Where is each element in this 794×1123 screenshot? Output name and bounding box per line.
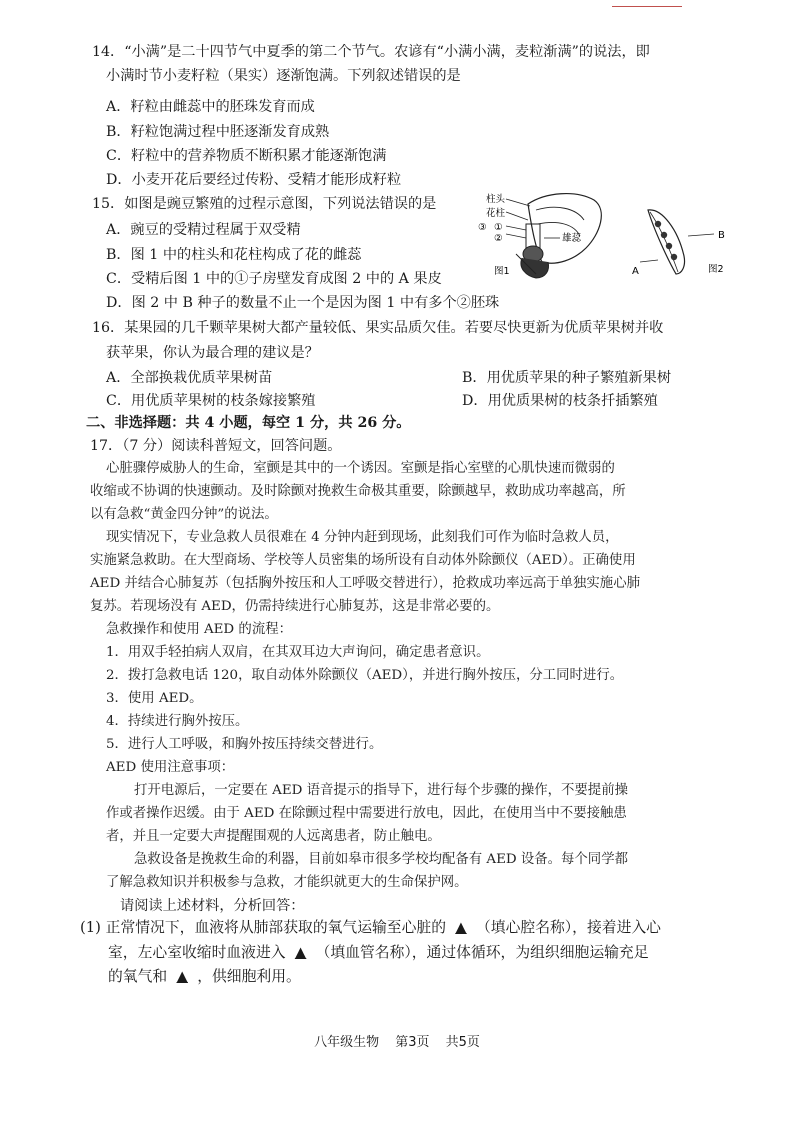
q17-sub1-text-a: (1) 正常情况下，血液将从肺部获取的氧气运输至心脏的 <box>80 919 446 936</box>
q14-option-c: C．籽粒中的营养物质不断积累才能逐渐饱满 <box>106 148 387 164</box>
fig2-caption: 图2 <box>708 264 724 275</box>
q17-passage-line: AED 使用注意事项： <box>106 760 235 775</box>
q17-passage-line: 收缩或不协调的快速颤动。及时除颤对挽救生命极其重要，除颤越早，救助成功率越高，所 <box>90 484 626 499</box>
q17-passage-line: 现实情况下，专业急救人员很难在 4 分钟内赶到现场，此刻我们可作为临时急救人员， <box>106 530 619 545</box>
q15-option-d: D．图 2 中 B 种子的数量不止一个是因为图 1 中有多个②胚珠 <box>106 295 500 311</box>
q17-sub1-text-d: （填血管名称），通过体循环，为组织细胞运输充足 <box>315 944 649 961</box>
q17-sub1-text-f: ，供细胞利用。 <box>197 968 301 985</box>
section-2-heading: 二、非选择题：共 4 小题，每空 1 分，共 26 分。 <box>86 415 411 431</box>
fig2-label-b: B <box>718 230 725 241</box>
q17-passage-line: 1．用双手轻拍病人双肩，在其双耳边大声询问，确定患者意识。 <box>106 645 490 660</box>
fig1-label-stamen: 雄蕊 <box>562 233 582 244</box>
q16-stem-line1: 16．某果园的几千颗苹果树大都产量较低、果实品质欠佳。若要尽快更新为优质苹果树并收 <box>92 320 664 336</box>
page-footer <box>0 1031 794 1050</box>
q17-passage-line: 者，并且一定要大声提醒围观的人远离患者，防止触电。 <box>106 829 441 844</box>
answer-blank-3[interactable]: ▲ <box>176 968 188 985</box>
q15-stem: 15．如图是豌豆繁殖的过程示意图，下列说法错误的是 <box>92 196 437 212</box>
q17-passage-line: AED 并结合心肺复苏（包括胸外按压和人工呼吸交替进行），抢救成功率远高于单独实施心肺 <box>90 576 640 591</box>
q17-sub1-line3 <box>108 967 301 987</box>
q14-stem-line2: 小满时节小麦籽粒（果实）逐渐饱满。下列叙述错误的是 <box>106 68 461 84</box>
fig1-label-1: ① <box>494 222 503 233</box>
fig1-caption: 图1 <box>494 266 510 277</box>
q17-passage-line: 4．持续进行胸外按压。 <box>106 714 249 729</box>
q17-sub1-line2 <box>108 943 649 963</box>
top-rule <box>612 6 682 7</box>
q15-option-b: B．图 1 中的柱头和花柱构成了花的雌蕊 <box>106 247 362 263</box>
answer-blank-1[interactable]: ▲ <box>455 919 467 936</box>
q16-stem-line2: 获苹果，你认为最合理的建议是？ <box>106 345 319 361</box>
q17-passage-line: 复苏。若现场没有 AED，仍需持续进行心肺复苏，这是非常必要的。 <box>90 599 500 614</box>
q17-passage-line: 急救操作和使用 AED 的流程： <box>106 622 292 637</box>
fig2-label-a: A <box>632 266 639 277</box>
q17-passage-line: 心脏骤停威胁人的生命，室颤是其中的一个诱因。室颤是指心室壁的心肌快速而微弱的 <box>106 461 615 476</box>
q16-option-a: A．全部换栽优质苹果树苗 <box>106 370 273 386</box>
q14-stem-line1: 14．“小满”是二十四节气中夏季的第二个节气。农谚有“小满小满，麦粒渐满”的说法，即 <box>92 44 650 60</box>
q14-option-a: A．籽粒由雌蕊中的胚珠发育而成 <box>106 99 315 115</box>
q16-option-d: D．用优质果树的枝条扦插繁殖 <box>462 393 658 409</box>
q15-option-c: C．受精后图 1 中的①子房壁发育成图 2 中的 A 果皮 <box>106 271 442 287</box>
q15-option-a: A．豌豆的受精过程属于双受精 <box>106 222 301 238</box>
q17-sub1-line1 <box>80 918 661 938</box>
fig1-label-2: ② <box>494 233 503 244</box>
q17-passage-line: 以有急救“黄金四分钟”的说法。 <box>90 507 278 522</box>
fig1-label-stigma: 柱头 <box>486 194 506 205</box>
q17-passage-line: 3．使用 AED。 <box>106 691 203 706</box>
q17-passage-line: 了解急救知识并积极参与急救，才能织就更大的生命保护网。 <box>106 875 468 890</box>
q14-option-b: B．籽粒饱满过程中胚逐渐发育成熟 <box>106 124 330 140</box>
q17-prompt: 请阅读上述材料，分析回答： <box>120 898 305 914</box>
q16-option-c: C．用优质苹果树的枝条嫁接繁殖 <box>106 393 316 409</box>
q17-passage-line: 实施紧急救助。在大型商场、学校等人员密集的场所设有自动体外除颤仪（AED）。正确使用 <box>90 553 636 568</box>
footer-page-number: 第3页 <box>395 1035 430 1050</box>
q17-sub1-text-c: 室，左心室收缩时血液进入 <box>108 944 286 961</box>
figure-1-flower <box>476 190 626 282</box>
q16-option-b: B．用优质苹果的种子繁殖新果树 <box>462 370 672 386</box>
answer-blank-2[interactable]: ▲ <box>294 944 307 961</box>
figure-2-pea-pod <box>628 200 738 282</box>
footer-total-pages: 共5页 <box>445 1035 480 1050</box>
q17-passage-line: 2．拨打急救电话 120，取自动体外除颤仪（AED），并进行胸外按压，分工同时进行。 <box>106 668 624 683</box>
q17-sub1-text-e: 的氧气和 <box>108 968 168 985</box>
q17-passage-line: 作或者操作迟缓。由于 AED 在除颤过程中需要进行放电，因此，在使用当中不要接触患 <box>106 806 627 821</box>
q17-passage-line: 5．进行人工呼吸，和胸外按压持续交替进行。 <box>106 737 383 752</box>
q17-passage-line: 急救设备是挽救生命的利器，目前如皋市很多学校均配备有 AED 设备。每个同学都 <box>134 852 628 867</box>
q17-stem: 17．（7 分）阅读科普短文，回答问题。 <box>90 438 342 454</box>
fig1-label-style: 花柱 <box>486 208 506 219</box>
fig1-label-3: ③ <box>478 222 487 233</box>
footer-subject: 八年级生物 <box>314 1035 380 1050</box>
q17-sub1-text-b: （填心腔名称），接着进入心 <box>476 919 661 936</box>
q17-passage-line: 打开电源后，一定要在 AED 语音提示的指导下，进行每个步骤的操作，不要提前操 <box>134 783 628 798</box>
q14-option-d: D．小麦开花后要经过传粉、受精才能形成籽粒 <box>106 172 402 188</box>
